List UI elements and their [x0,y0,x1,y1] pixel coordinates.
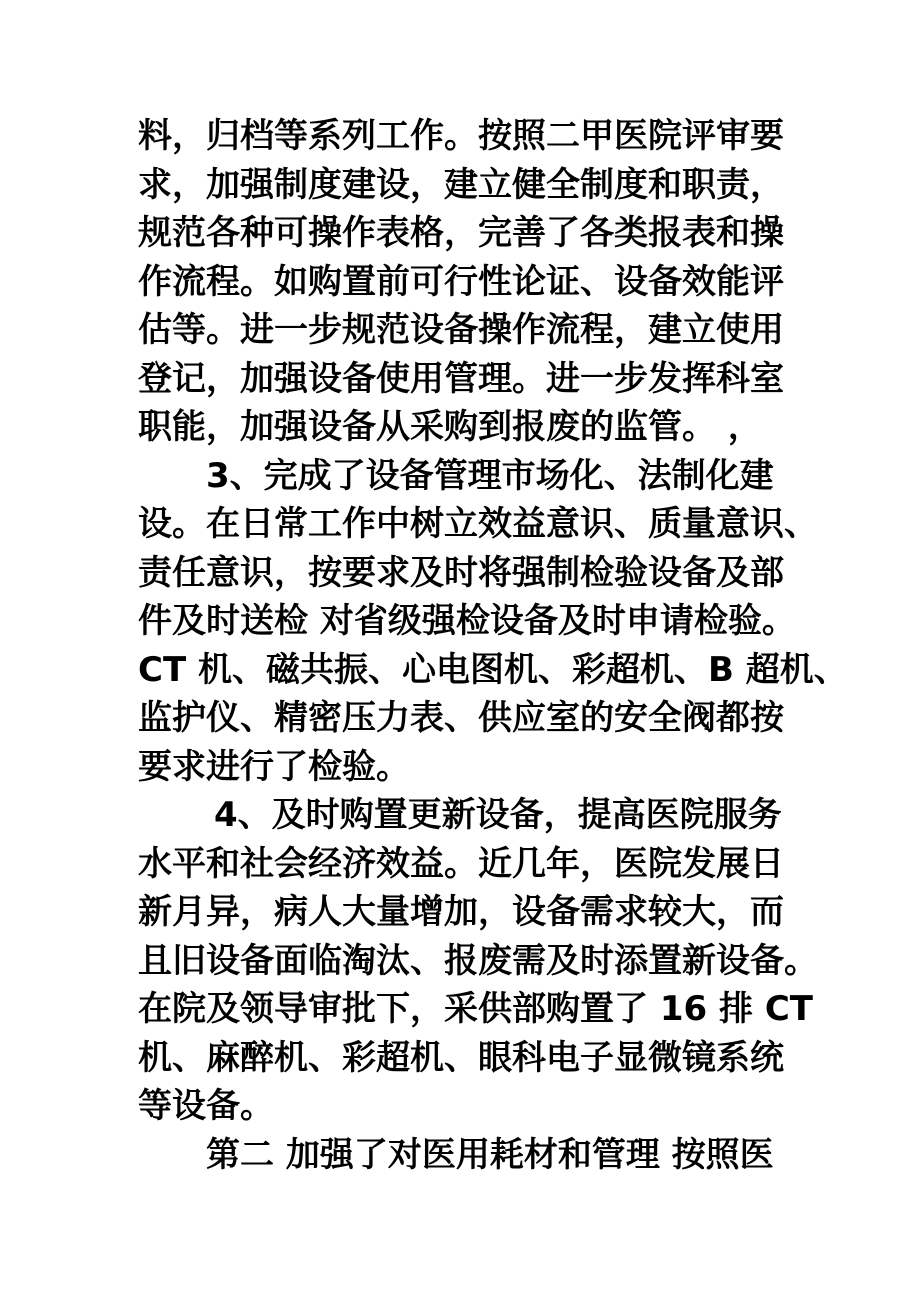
text-line: 水平和社会经济效益。近几年，医院发展日 [138,843,784,884]
text-line: 职能，加强设备从采购到报废的监管。 ， [138,407,762,447]
section-heading-second: 第二 加强了对医用耗材和管理 按照医 [206,1134,774,1175]
text-line: CT 机、磁共振、心电图机、彩超机、B 超机、 [138,649,848,690]
text-line: 作流程。如购置前可行性论证、设备效能评 [138,261,784,302]
text-line: 估等。进一步规范设备操作流程，建立使用 [138,310,784,350]
text-line: 等设备。 [138,1086,274,1126]
body-text [138,112,848,1179]
paragraph-4-start: 4、及时购置更新设备，提高医院服务 [214,795,782,835]
text-line: 料，归档等系列工作。按照二甲医院评审要 [138,116,784,156]
text-line: 登记，加强设备使用管理。进一步发挥科室 [138,358,784,399]
text-line: 求，加强制度建设，建立健全制度和职责， [138,164,784,205]
text-line: 监护仪、精密压力表、供应室的安全阀都按 [138,698,784,738]
text-line: 新月异，病人大量增加，设备需求较大，而 [138,892,784,932]
text-line: 责任意识，按要求及时将强制检验设备及部 [138,552,784,593]
paragraph-3-start: 3、完成了设备管理市场化、法制化建 [206,455,774,496]
text-line: 机、麻醉机、彩超机、眼科电子显微镜系统 [138,1037,784,1078]
text-line: 且旧设备面临淘汰、报废需及时添置新设备。 [138,940,818,981]
text-line: 件及时送检 对省级强检设备及时申请检验。 [138,601,796,641]
text-line: 规范各种可操作表格，完善了各类报表和操 [138,213,784,253]
text-line: 设。在日常工作中树立效益意识、质量意识、 [138,504,818,544]
text-line: 要求进行了检验。 [138,746,410,787]
text-line: 在院及领导审批下，采供部购置了 16 排 CT [138,989,813,1029]
